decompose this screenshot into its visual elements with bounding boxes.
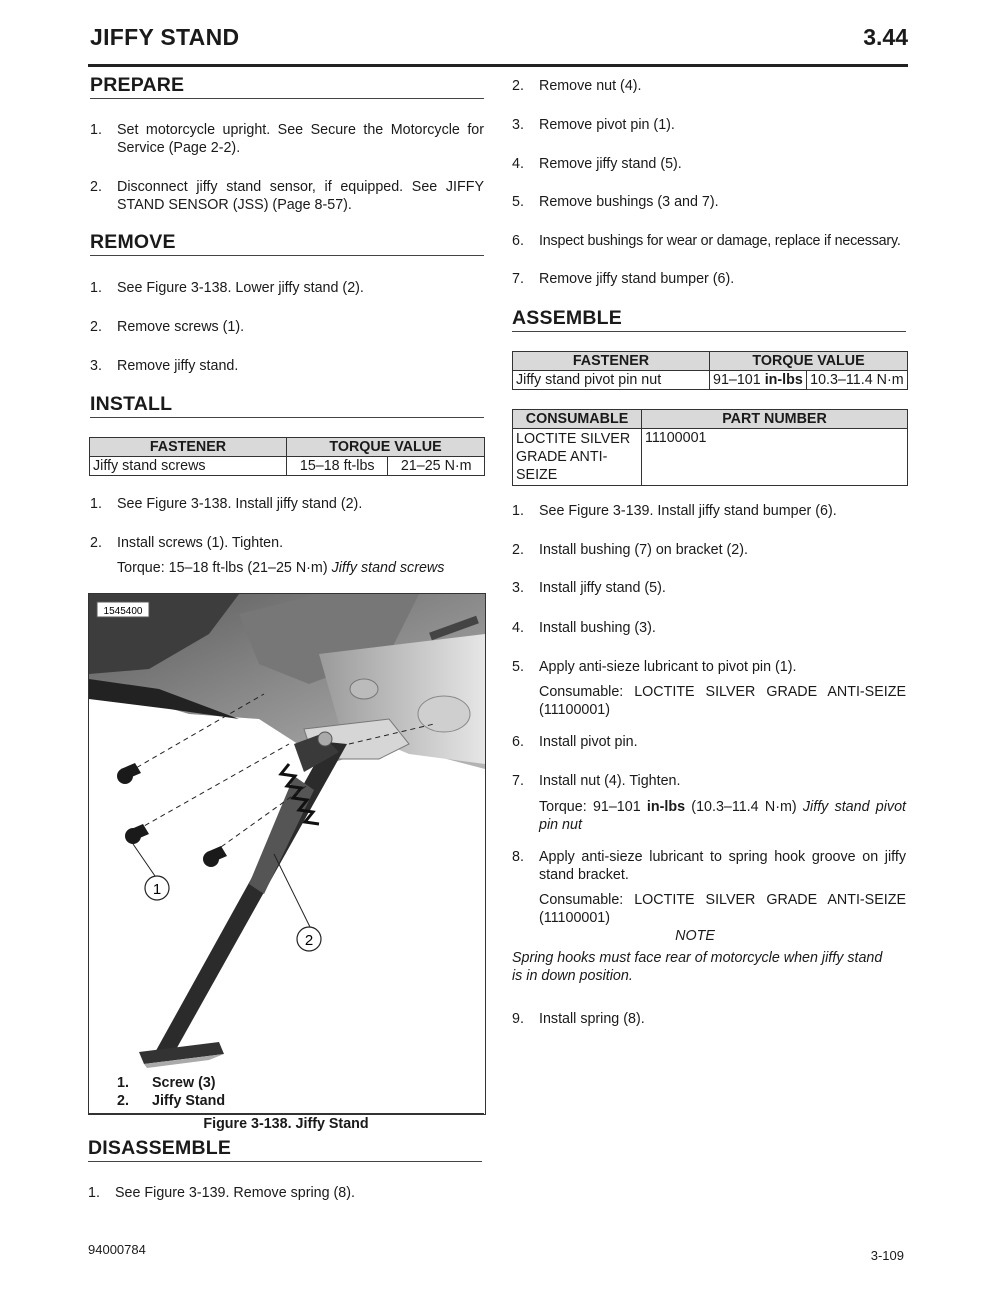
table-header: FASTENER — [90, 438, 287, 457]
table-header: TORQUE VALUE — [710, 352, 908, 371]
step-text: See Figure 3-138. Lower jiffy stand (2). — [117, 280, 364, 296]
step-text: Remove pivot pin (1). — [539, 117, 675, 133]
figure-caption: Figure 3-138. Jiffy Stand — [203, 1116, 369, 1132]
step-text: Install bushing (3). — [539, 620, 656, 636]
callout-1-label: 1 — [152, 881, 162, 898]
step-number: 4. — [512, 620, 524, 636]
table-cell: 21–25 N·m — [388, 457, 485, 476]
step-text: Remove nut (4). — [539, 78, 642, 94]
prepare-steps — [90, 121, 484, 214]
page-number: 3-109 — [870, 1248, 904, 1263]
step-text: Install nut (4). Tighten. — [539, 773, 681, 789]
jiffy-stand-illustration — [89, 594, 485, 1114]
disassemble-heading: DISASSEMBLE — [88, 1137, 482, 1162]
table-cell: 11100001 — [642, 429, 908, 486]
list-item — [512, 733, 906, 751]
step-number: 3. — [90, 358, 102, 374]
install-heading: INSTALL — [90, 393, 484, 418]
step-number: 2. — [512, 78, 524, 94]
step-text: Inspect bushings for wear or damage, replace if necessary. — [539, 233, 901, 249]
list-item — [90, 121, 484, 157]
step-text: See Figure 3-139. Install jiffy stand bumper (6). — [539, 503, 837, 519]
step-number: 1. — [88, 1185, 100, 1201]
step-number: 7. — [512, 271, 524, 287]
list-item — [512, 232, 906, 250]
list-item — [512, 193, 906, 211]
step-number: 1. — [90, 122, 102, 138]
step-text: Install jiffy stand (5). — [539, 580, 666, 596]
torque-fastener: Jiffy stand screws — [331, 560, 445, 576]
step-number: 4. — [512, 156, 524, 172]
list-item — [512, 619, 906, 637]
list-item — [90, 495, 484, 513]
step-text: Remove jiffy stand. — [117, 358, 239, 374]
section-number: 3.44 — [863, 24, 908, 50]
step-text: Install spring (8). — [539, 1011, 645, 1027]
step-text: Install screws (1). Tighten. — [117, 535, 284, 551]
list-item — [512, 848, 906, 884]
step-number: 2. — [90, 179, 102, 195]
list-item — [90, 534, 484, 552]
table-cell: LOCTITE SILVER GRADE ANTI-SEIZE — [513, 429, 642, 486]
torque-fastener: Jiffy stand pivot pin nut — [539, 799, 906, 833]
list-item — [512, 155, 906, 173]
step-number: 8. — [512, 849, 524, 865]
step-text: See Figure 3-138. Install jiffy stand (2). — [117, 496, 363, 512]
torque-spec — [539, 798, 906, 834]
figure-id-label: 1545400 — [103, 606, 143, 617]
step-text: Disconnect jiffy stand sensor, if equipped. See JIFFY STAND SENSOR (JSS) (Page 8-57). — [117, 179, 484, 213]
step-text: Apply anti-sieze lubricant to spring hook groove on jiffy stand bracket. — [539, 849, 906, 883]
step-text: Remove jiffy stand bumper (6). — [539, 271, 735, 287]
list-item — [90, 357, 484, 375]
torque-text: Torque: 91–101 — [539, 799, 647, 815]
list-item — [90, 318, 484, 336]
note-text: Spring hooks must face rear of motorcycle when jiffy stand is in down position. — [512, 950, 883, 984]
figure-jiffy-stand — [88, 593, 486, 1115]
legend-number: 1. — [117, 1075, 129, 1091]
list-item — [512, 270, 906, 288]
figure-bottom-rule — [88, 1113, 484, 1114]
table-header: PART NUMBER — [642, 410, 908, 429]
callout-2-label: 2 — [304, 932, 314, 949]
legend-number: 2. — [117, 1093, 129, 1109]
step-text: See Figure 3-139. Remove spring (8). — [115, 1185, 355, 1201]
table-header: FASTENER — [513, 352, 710, 371]
torque-text: Torque: 15–18 ft-lbs (21–25 N·m) — [117, 560, 332, 576]
step-number: 2. — [512, 542, 524, 558]
step-number: 1. — [90, 280, 102, 296]
prepare-heading: PREPARE — [90, 74, 484, 99]
list-item — [90, 178, 484, 214]
consumable-note: Consumable: LOCTITE SILVER GRADE ANTI-SEIZE (11100001) — [539, 684, 906, 718]
step-number: 9. — [512, 1011, 524, 1027]
list-item — [512, 772, 906, 790]
step-number: 2. — [90, 535, 102, 551]
table-cell: 15–18 ft-lbs — [287, 457, 388, 476]
legend-item — [117, 1074, 225, 1092]
step-number: 1. — [90, 496, 102, 512]
step-number: 3. — [512, 117, 524, 133]
torque-spec — [117, 559, 484, 577]
legend-text: Jiffy Stand — [152, 1093, 226, 1109]
list-item — [512, 1010, 906, 1028]
step-number: 6. — [512, 233, 524, 249]
step-number: 1. — [512, 503, 524, 519]
doc-number: 94000784 — [88, 1242, 146, 1257]
torque-value: 91–101 — [713, 372, 765, 388]
legend-item — [117, 1092, 225, 1110]
list-item — [512, 77, 906, 95]
step-number: 2. — [90, 319, 102, 335]
step-number: 3. — [512, 580, 524, 596]
install-torque-table — [89, 437, 485, 476]
note-title: NOTE — [675, 928, 715, 944]
step-number: 5. — [512, 659, 524, 675]
step-text: Apply anti-sieze lubricant to pivot pin (1). — [539, 659, 797, 675]
assemble-torque-table — [512, 351, 908, 390]
consumable-table — [512, 409, 908, 486]
header-rule — [88, 64, 908, 67]
list-item — [512, 502, 906, 520]
step-number: 7. — [512, 773, 524, 789]
step-text: Install bushing (7) on bracket (2). — [539, 542, 748, 558]
legend-text: Screw (3) — [152, 1075, 216, 1091]
table-header: TORQUE VALUE — [287, 438, 485, 457]
page-title: JIFFY STAND — [90, 24, 240, 50]
step-text: Install pivot pin. — [539, 734, 638, 750]
table-header: CONSUMABLE — [513, 410, 642, 429]
step-number: 6. — [512, 734, 524, 750]
remove-heading: REMOVE — [90, 231, 484, 256]
list-item — [512, 579, 906, 597]
list-item — [88, 1184, 482, 1202]
torque-unit: in-lbs — [646, 799, 686, 815]
assemble-heading: ASSEMBLE — [512, 307, 906, 332]
table-cell — [710, 371, 807, 390]
step-number: 5. — [512, 194, 524, 210]
table-cell: Jiffy stand pivot pin nut — [513, 371, 710, 390]
torque-metric: (10.3–11.4 N·m) — [685, 799, 803, 815]
list-item — [90, 279, 484, 297]
figure-legend — [117, 1074, 225, 1110]
list-item — [512, 541, 906, 559]
consumable-note: Consumable: LOCTITE SILVER GRADE ANTI-SEIZE (11100001) — [539, 892, 906, 926]
step-text: Remove bushings (3 and 7). — [539, 194, 719, 210]
table-cell: Jiffy stand screws — [90, 457, 287, 476]
list-item — [512, 116, 906, 134]
torque-unit: in-lbs — [764, 372, 803, 388]
table-cell: 10.3–11.4 N·m — [807, 371, 908, 390]
step-text: Set motorcycle upright. See Secure the Motorcycle for Service (Page 2-2). — [117, 122, 484, 156]
step-text: Remove jiffy stand (5). — [539, 156, 682, 172]
list-item — [512, 658, 906, 676]
step-text: Remove screws (1). — [117, 319, 245, 335]
